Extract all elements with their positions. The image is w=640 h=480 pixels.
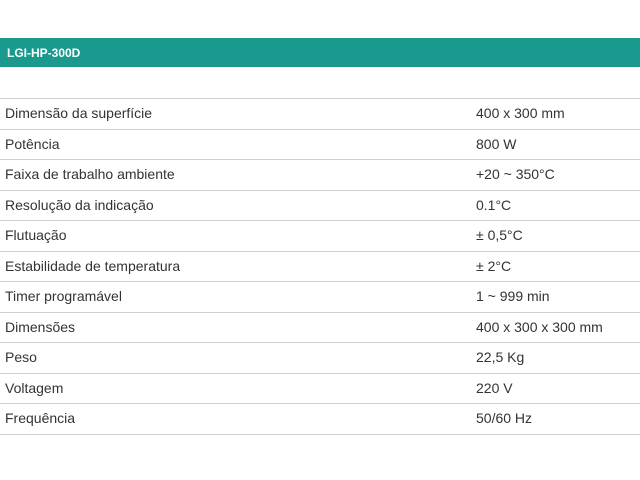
- spec-row-voltage: [0, 374, 640, 405]
- spec-row-dimensions: [0, 313, 640, 344]
- spec-row-frequency: [0, 404, 640, 435]
- spec-row-working-range: [0, 160, 640, 191]
- spec-label: Dimensão da superfície: [5, 105, 153, 121]
- spec-label: Flutuação: [5, 227, 67, 243]
- spec-label: Faixa de trabalho ambiente: [5, 166, 175, 182]
- spec-label: Voltagem: [5, 379, 64, 396]
- spec-row-resolution: [0, 191, 640, 222]
- spec-value: +20 ~ 350°C: [476, 166, 555, 182]
- spec-value: 22,5 Kg: [476, 349, 525, 365]
- spec-value: 220 V: [476, 379, 513, 396]
- spec-label: Frequência: [5, 410, 76, 426]
- spec-label: Potência: [5, 135, 60, 152]
- spec-label: Estabilidade de temperatura: [5, 257, 181, 274]
- spec-label: Peso: [5, 349, 37, 365]
- spec-value: ± 0,5°C: [476, 227, 523, 243]
- header-bar: [0, 38, 640, 67]
- spec-row-fluctuation: [0, 221, 640, 252]
- spec-row-power: [0, 130, 640, 161]
- spec-row-timer: [0, 282, 640, 313]
- model-title: LGI-HP-300D: [7, 46, 81, 60]
- spec-value: 800 W: [476, 135, 517, 152]
- spec-row-surface-dimension: [0, 99, 640, 130]
- spec-row-stability: [0, 252, 640, 283]
- spec-value: 0.1°C: [476, 196, 512, 213]
- spec-row-weight: [0, 343, 640, 374]
- spec-label: Resolução da indicação: [5, 196, 154, 213]
- spec-value: 400 x 300 x 300 mm: [476, 318, 603, 335]
- spec-label: Dimensões: [5, 318, 76, 335]
- spec-value: 400 x 300 mm: [476, 105, 565, 121]
- spec-value: 50/60 Hz: [476, 410, 533, 426]
- spec-label: Timer programável: [5, 288, 122, 304]
- spec-value: ± 2°C: [476, 257, 512, 274]
- spec-value: 1 ~ 999 min: [476, 288, 550, 304]
- spec-table: [0, 98, 640, 435]
